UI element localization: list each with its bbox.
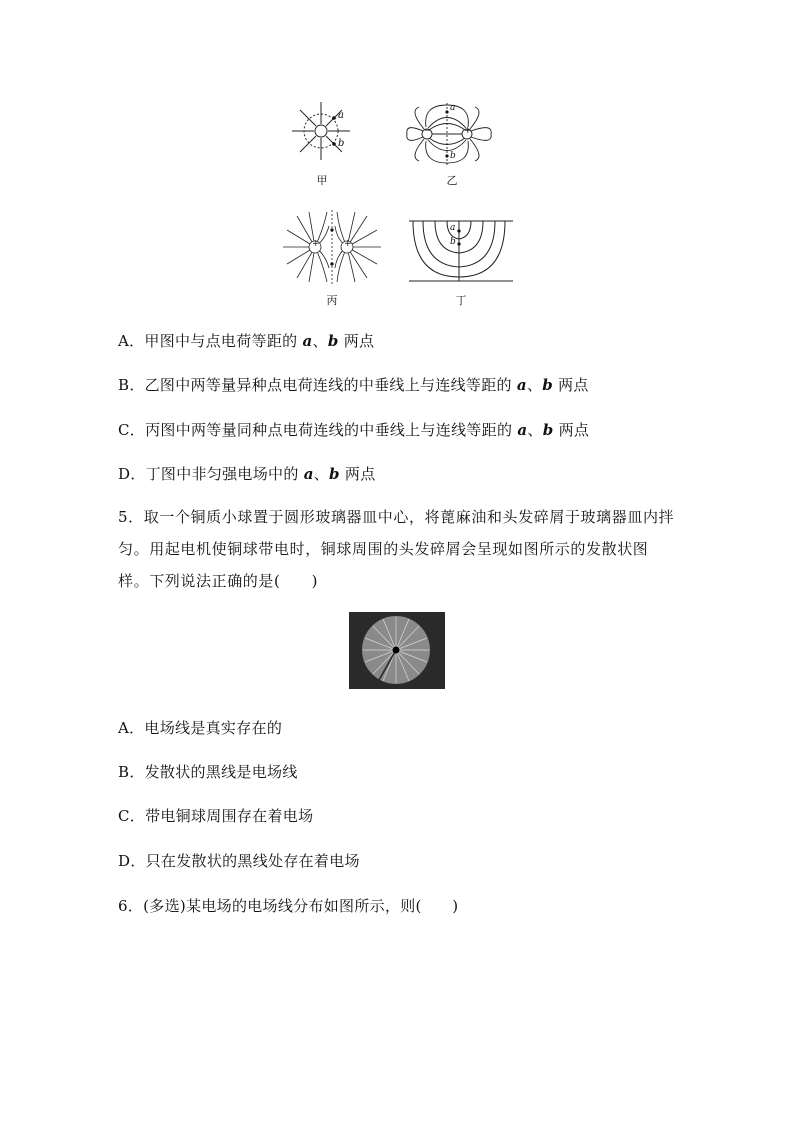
copper-ball-photo [349, 612, 445, 689]
caption-yi: 乙 [446, 174, 458, 187]
plus-sign: + [344, 239, 352, 249]
q6-stem: 6．(多选)某电场的电场线分布如图所示，则( ) [118, 897, 459, 915]
figure-bing [281, 210, 383, 284]
label-b: b [450, 151, 456, 161]
label-a: a [450, 223, 456, 233]
caption-bing: 丙 [326, 294, 338, 307]
label-b: b [338, 138, 345, 149]
q5-option-c: C．带电铜球周围存在着电场 [118, 807, 314, 825]
q4-option-a: A．甲图中与点电荷等距的 a、b 两点 [118, 332, 375, 350]
figure-yi [403, 103, 495, 165]
minus-sign: − [424, 126, 432, 136]
q5-option-b: B．发散状的黑线是电场线 [118, 763, 298, 781]
label-a: a [338, 110, 344, 121]
plus-sign: + [312, 239, 320, 249]
q4-option-d: D．丁图中非匀强电场中的 a、b 两点 [118, 465, 376, 483]
label-a: a [450, 103, 456, 113]
figure-ding [405, 215, 517, 285]
figure-jia [290, 102, 354, 162]
plus-sign: + [464, 126, 472, 136]
caption-jia: 甲 [316, 174, 328, 187]
q5-option-a: A．电场线是真实存在的 [118, 719, 283, 737]
q4-option-b: B．乙图中两等量异种点电荷连线的中垂线上与连线等距的 a、b 两点 [118, 376, 589, 394]
q5-option-d: D．只在发散状的黑线处存在着电场 [118, 852, 360, 870]
caption-ding: 丁 [455, 294, 467, 307]
q4-option-c: C．丙图中两等量同种点电荷连线的中垂线上与连线等距的 a、b 两点 [118, 421, 590, 439]
q5-stem: 5．取一个铜质小球置于圆形玻璃器皿中心，将蓖麻油和头发碎屑于玻璃器皿内拌匀。用起电机使铜球带电时，铜球周围的头发碎屑会呈现如图所示的发散状图样。下列说法正确的是( ) [118, 508, 675, 590]
label-b: b [450, 237, 456, 247]
